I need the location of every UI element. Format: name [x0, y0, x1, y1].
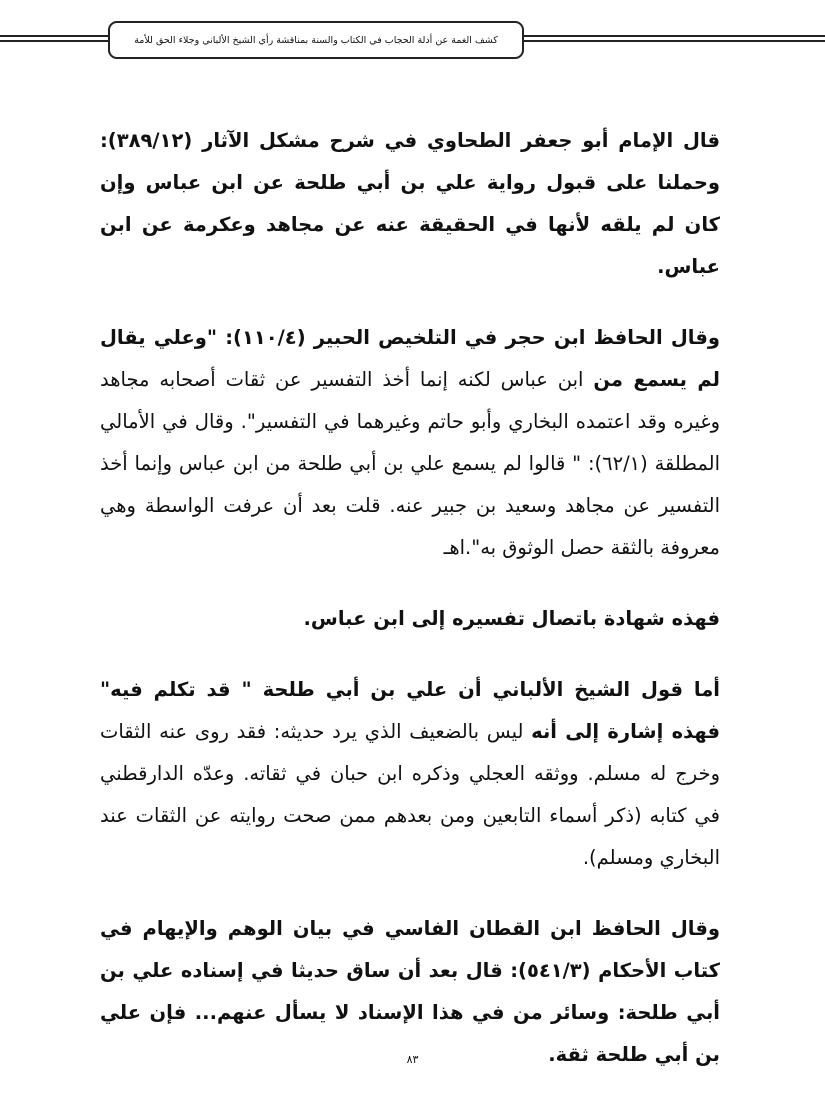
paragraph-ibn-hajar: [100, 317, 720, 569]
page-number: ٨٣: [406, 1053, 419, 1066]
paragraph-albani: [100, 669, 720, 879]
paragraph-tahawi: [100, 120, 720, 288]
paragraph-ibn-hajar-lead: وقال الحافظ ابن حجر في التلخيص الحبير (١١٠/٤): "وعلي يقال لم يسمع من: [100, 326, 721, 391]
paragraph-ibn-qattan: [100, 908, 720, 1076]
paragraph-tahawi-text: قال الإمام أبو جعفر الطحاوي في شرح مشكل الآثار (٣٨٩/١٢): وحملنا على قبول رواية علي بن أبي طلحة عن ابن عباس وإن كان لم يلقه لأنها في الحقيقة عنه عن مجاهد وعكرمة عن ابن عباس.: [100, 129, 720, 278]
paragraph-albani-lead: أما قول الشيخ الألباني أن علي بن أبي طلحة " قد تكلم فيه" فهذه إشارة إلى أنه: [100, 678, 720, 743]
running-header-title: كشف الغمة عن أدلة الحجاب في الكتاب والسنة بمناقشة رأي الشيخ الألباني وجلاء الحق للأمة: [134, 34, 498, 46]
paragraph-ibn-qattan-text: وقال الحافظ ابن القطان الفاسي في بيان الوهم والإيهام في كتاب الأحكام (٥٤١/٣): قال بعد أن ساق حديثا في إسناده علي بن أبي طلحة: وسائر من في هذا الإسناد لا يسأل عنهم... فإن علي بن أبي طلحة ثقة.: [100, 917, 720, 1066]
page-body: [100, 120, 720, 1105]
paragraph-testimony: [100, 598, 720, 640]
paragraph-albani-body: ليس بالضعيف الذي يرد حديثه: فقد روى عنه الثقات وخرج له مسلم. ووثقه العجلي وذكره ابن حبان في ثقاته. وعدّه الدارقطني في كتابه (ذكر أسماء التابعين ومن بعدهم ممن صحت روايته عن الثقات عند البخاري ومسلم).: [100, 720, 720, 869]
paragraph-testimony-text: فهذه شهادة باتصال تفسيره إلى ابن عباس.: [303, 607, 720, 630]
running-header: [108, 21, 524, 59]
paragraph-ibn-hajar-body: ابن عباس لكنه إنما أخذ التفسير عن ثقات أصحابه مجاهد وغيره وقد اعتمده البخاري وأبو حاتم وغيرهما في التفسير". وقال في الأمالي المطلقة (٦٢/١): " قالوا لم يسمع علي بن أبي طلحة من ابن عباس وإنما أخذ التفسير عن مجاهد وسعيد بن جبير عنه. قلت بعد أن عرفت الواسطة وهي معروفة بالثقة حصل الوثوق به".اهـ: [100, 368, 720, 559]
